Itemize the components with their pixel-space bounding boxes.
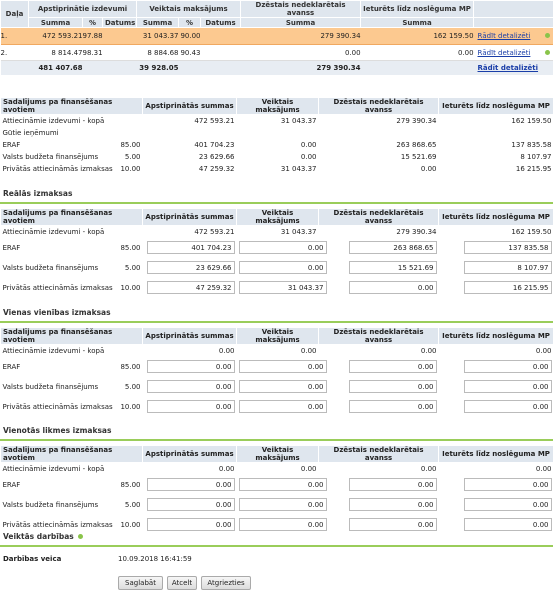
- sub-datums: Datums: [201, 18, 241, 28]
- veik-input[interactable]: 0.00: [239, 478, 327, 491]
- table-row: Valsts budžeta finansējums 5.00 0.00 0.00 0.00 0.00: [1, 495, 553, 515]
- col-dala: Daļa: [1, 1, 29, 28]
- dzest-input[interactable]: 0.00: [349, 380, 437, 393]
- section-title-unit: Vienas vienības izmaksas: [3, 308, 111, 317]
- table-row: Attiecināmie izdevumi - kopā 0.00 0.00 0.00 0.00: [2, 464, 552, 473]
- col-iet: Ieturēts līdz noslēguma MP: [361, 1, 474, 18]
- apst-input[interactable]: 23 629.66: [147, 261, 235, 274]
- table-row: Attiecināmie izdevumi - kopā 472 593.21 31 043.37 279 390.34 162 159.50: [2, 116, 552, 125]
- unit-costs-table: Sadalījums pa finansēšanas avotiem Apstiprinātās summas Veiktais maksājums Dzēstais nedeklarētais avanss Ieturēts līdz noslēguma MP Attiecināmie izdevumi - kopā 0.00 0.00 0.00 0.00 ERAF 85.00 0.00 0.00 0.00 0.00 Valsts budžeta finansējums 5.00 0.00 0.00 0.00 0.00 Privātās attiecināmās izmaksas 10.00 0.00 0.00 0.00 0.00: [0, 327, 553, 417]
- status-dot-icon: [78, 534, 83, 539]
- table-row[interactable]: 1. 472 593.21 97.88 31 043.37 90.00 279 390.34 162 159.50 Rādīt detalizēti: [1, 28, 553, 45]
- table-row: Valsts budžeta finansējums 5.00 0.00 0.00 0.00 0.00: [1, 377, 553, 397]
- sub-summa: Summa: [137, 18, 179, 28]
- show-details-total-link[interactable]: Rādīt detalizēti: [477, 63, 539, 72]
- table-row: Valsts budžeta finansējums 5.00 23 629.66 0.00 15 521.69 8 107.97: [2, 152, 552, 161]
- iet-input[interactable]: 0.00: [464, 478, 552, 491]
- table-row: Gūtie ieņēmumi: [2, 128, 59, 137]
- section-title-flat: Vienotās likmes izmaksas: [3, 426, 112, 435]
- table-row: ERAF 85.00 0.00 0.00 0.00 0.00: [1, 357, 553, 377]
- dzest-input[interactable]: 0.00: [349, 400, 437, 413]
- section-divider: [0, 545, 553, 547]
- apst-input[interactable]: 401 704.23: [147, 241, 235, 254]
- dzest-input[interactable]: 0.00: [349, 360, 437, 373]
- dzest-input[interactable]: 0.00: [349, 478, 437, 491]
- col-dzest: Dzēstais nedeklarētais avanss: [241, 1, 361, 18]
- sub-summa: Summa: [29, 18, 83, 28]
- section-title-actions: Veiktās darbības: [3, 532, 83, 541]
- veik-input[interactable]: 0.00: [239, 360, 327, 373]
- table-row[interactable]: 2. 8 814.47 98.31 8 884.68 90.43 0.00 0.00 Rādīt detalizēti: [1, 45, 553, 61]
- apst-input[interactable]: 0.00: [147, 360, 235, 373]
- apst-input[interactable]: 0.00: [147, 498, 235, 511]
- apst-input[interactable]: 47 259.32: [147, 281, 235, 294]
- sub-pct: %: [179, 18, 201, 28]
- flat-rate-costs-table: Sadalījums pa finansēšanas avotiem Apstiprinātās summas Veiktais maksājums Dzēstais nedeklarētais avanss Ieturēts līdz noslēguma MP Attiecināmie izdevumi - kopā 0.00 0.00 0.00 0.00 ERAF 85.00 0.00 0.00 0.00 0.00 Valsts budžeta finansējums 5.00 0.00 0.00 0.00 0.00 Privātās attiecināmās izmaksas 10.00 0.00 0.00 0.00 0.00: [0, 445, 553, 535]
- veik-input[interactable]: 0.00: [239, 241, 327, 254]
- save-button[interactable]: Saglabāt: [118, 576, 163, 590]
- cancel-button[interactable]: Atcelt: [167, 576, 197, 590]
- veik-input[interactable]: 31 043.37: [239, 281, 327, 294]
- iet-input[interactable]: 0.00: [464, 518, 552, 531]
- summary-table: Sadalījums pa finansēšanas avotiem Apstiprinātās summas Veiktais maksājums Dzēstais nedeklarētais avanss Ieturēts līdz noslēguma MP Attiecināmie izdevumi - kopā 472 593.21 31 043.37 279 390.34 162 159.50 Gūtie ieņēmumi ERAF 85.00 401 704.23 0.00 263 868.65 137 835.58 Valsts budžeta finansējums 5.00 23 629.66 0.00 15 521.69 8 107.97 Privātās attiecināmās izmaksas 10.00 47 259.32 31 043.37 0.00 16 215.95: [2, 98, 552, 173]
- veik-input[interactable]: 0.00: [239, 380, 327, 393]
- sub-pct: %: [83, 18, 103, 28]
- table-row: Privātās attiecināmās izmaksas 10.00 47 259.32 31 043.37 0.00 16 215.95: [1, 278, 553, 298]
- show-details-link[interactable]: Rādīt detalizēti: [477, 32, 531, 40]
- actions-by-value: 10.09.2018 16:41:59: [118, 555, 192, 563]
- section-title-real: Reālās izmaksas: [3, 189, 73, 198]
- actions-by-label: Darbības veica: [3, 555, 62, 563]
- back-button[interactable]: Atgriezties: [201, 576, 251, 590]
- table-row: Valsts budžeta finansējums 5.00 23 629.66 0.00 15 521.69 8 107.97: [1, 258, 553, 278]
- col-veik: Veiktais maksājums: [137, 1, 241, 18]
- veik-input[interactable]: 0.00: [239, 498, 327, 511]
- apst-input[interactable]: 0.00: [147, 478, 235, 491]
- dzest-input[interactable]: 15 521.69: [349, 261, 437, 274]
- veik-input[interactable]: 0.00: [239, 400, 327, 413]
- total-row: 481 407.68 39 928.05 279 390.34 Rādīt detalizēti: [1, 61, 553, 75]
- table-row: ERAF 85.00 401 704.23 0.00 263 868.65 137 835.58: [2, 140, 552, 149]
- show-details-link[interactable]: Rādīt detalizēti: [477, 48, 531, 57]
- section-divider: [0, 321, 553, 323]
- col-apst: Apstiprinātie izdevumi: [29, 1, 137, 18]
- iet-input[interactable]: 137 835.58: [464, 241, 552, 254]
- apst-input[interactable]: 0.00: [147, 518, 235, 531]
- section-divider: [0, 202, 553, 204]
- table-row: ERAF 85.00 401 704.23 0.00 263 868.65 137 835.58: [1, 238, 553, 258]
- sub-summa: Summa: [361, 18, 474, 28]
- apst-input[interactable]: 0.00: [147, 400, 235, 413]
- dzest-input[interactable]: 263 868.65: [349, 241, 437, 254]
- table-row: Privātās attiecināmās izmaksas 10.00 0.00 0.00 0.00 0.00: [1, 397, 553, 417]
- parts-table: [0, 0, 553, 75]
- iet-input[interactable]: 16 215.95: [464, 281, 552, 294]
- dzest-input[interactable]: 0.00: [349, 281, 437, 294]
- veik-input[interactable]: 0.00: [239, 518, 327, 531]
- iet-input[interactable]: 0.00: [464, 380, 552, 393]
- iet-input[interactable]: 0.00: [464, 400, 552, 413]
- section-divider: [0, 439, 553, 441]
- dzest-input[interactable]: 0.00: [349, 498, 437, 511]
- status-dot-icon: [545, 33, 550, 38]
- iet-input[interactable]: 0.00: [464, 360, 552, 373]
- table-row: Privātās attiecināmās izmaksas 10.00 47 259.32 31 043.37 0.00 16 215.95: [2, 164, 552, 173]
- table-row: Attiecināmie izdevumi - kopā 0.00 0.00 0.00 0.00: [2, 346, 552, 355]
- table-row: ERAF 85.00 0.00 0.00 0.00 0.00: [1, 475, 553, 495]
- apst-input[interactable]: 0.00: [147, 380, 235, 393]
- status-dot-icon: [545, 50, 550, 55]
- iet-input[interactable]: 0.00: [464, 498, 552, 511]
- table-row: Attiecināmie izdevumi - kopā 472 593.21 31 043.37 279 390.34 162 159.50: [2, 227, 552, 236]
- table-row: Privātās attiecināmās izmaksas 10.00 0.00 0.00 0.00 0.00: [1, 515, 553, 535]
- veik-input[interactable]: 0.00: [239, 261, 327, 274]
- sub-summa: Summa: [241, 18, 361, 28]
- iet-input[interactable]: 8 107.97: [464, 261, 552, 274]
- real-costs-table: Sadalījums pa finansēšanas avotiem Apstiprinātās summas Veiktais maksājums Dzēstais nedeklarētais avanss Ieturēts līdz noslēguma MP Attiecināmie izdevumi - kopā 472 593.21 31 043.37 279 390.34 162 159.50 ERAF 85.00 401 704.23 0.00 263 868.65 137 835.58 Valsts budžeta finansējums 5.00 23 629.66 0.00 15 521.69 8 107.97 Privātās attiecināmās izmaksas 10.00 47 259.32 31 043.37 0.00 16 215.95: [0, 208, 553, 298]
- sub-datums: Datums: [103, 18, 137, 28]
- dzest-input[interactable]: 0.00: [349, 518, 437, 531]
